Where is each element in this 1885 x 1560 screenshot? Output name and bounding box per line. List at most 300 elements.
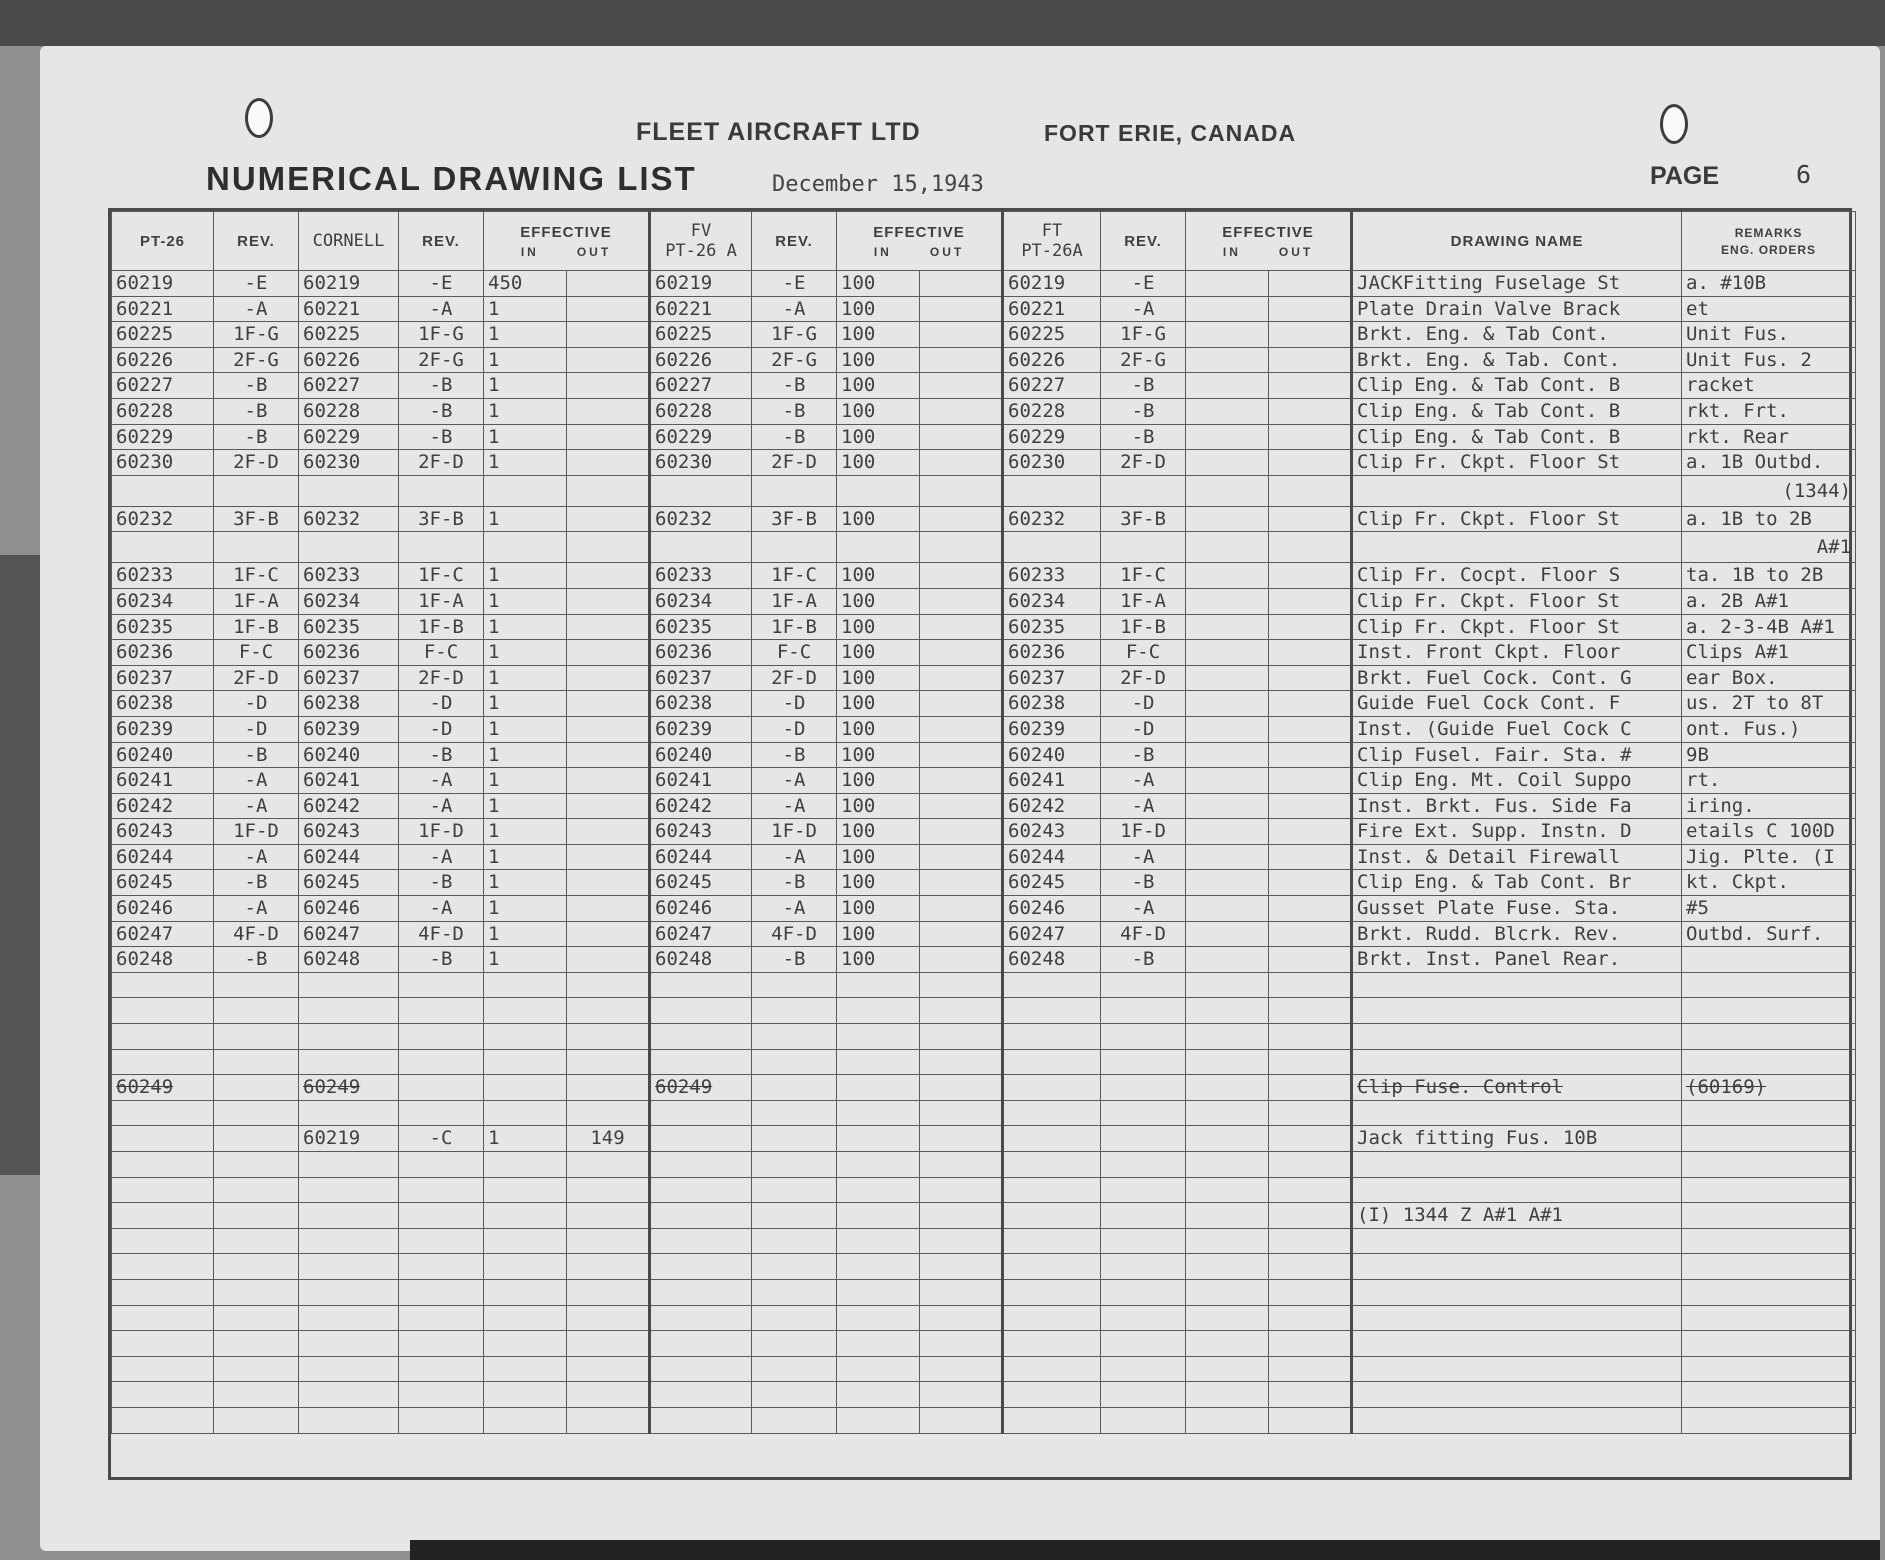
cell-rev bbox=[752, 1024, 837, 1050]
col-header-rev-1: REV. bbox=[214, 212, 299, 271]
cell-fv: 60232 bbox=[650, 506, 752, 532]
cell-ft: 60239 bbox=[1003, 716, 1101, 742]
cell-ft bbox=[1003, 1126, 1101, 1152]
cell-out bbox=[920, 1075, 1003, 1101]
cell-cornell: 60225 bbox=[299, 322, 399, 348]
cell-in: 1 bbox=[484, 768, 567, 794]
cell-fv bbox=[650, 998, 752, 1024]
cell-in bbox=[1186, 475, 1269, 506]
cell-remarks: Unit Fus. 2 bbox=[1682, 347, 1856, 373]
cell-out bbox=[920, 1049, 1003, 1075]
cell-out bbox=[920, 768, 1003, 794]
cell-remarks: a. #10B bbox=[1682, 271, 1856, 297]
cell-rev: F-C bbox=[399, 640, 484, 666]
cell-out bbox=[920, 1407, 1003, 1433]
cell-out bbox=[920, 844, 1003, 870]
cell-in bbox=[484, 1356, 567, 1382]
cell-in bbox=[1186, 1049, 1269, 1075]
cell-rev: -A bbox=[399, 768, 484, 794]
cell-in bbox=[1186, 1126, 1269, 1152]
out-label-3: OUT bbox=[1278, 244, 1314, 259]
cell-rev bbox=[752, 1279, 837, 1305]
cell-fv bbox=[650, 1356, 752, 1382]
cell-cornell bbox=[299, 1152, 399, 1178]
cell-in: 1 bbox=[484, 921, 567, 947]
cell-out bbox=[567, 1279, 650, 1305]
cell-in bbox=[1186, 1203, 1269, 1229]
cell-out bbox=[1269, 373, 1352, 399]
cell-in: 100 bbox=[837, 768, 920, 794]
cell-out bbox=[1269, 768, 1352, 794]
cell-in bbox=[484, 1279, 567, 1305]
table-row bbox=[112, 506, 1856, 532]
fv-label-line2: PT-26 A bbox=[665, 241, 737, 261]
cell-ft bbox=[1003, 1407, 1101, 1433]
cell-out bbox=[1269, 450, 1352, 476]
cell-cornell bbox=[299, 1203, 399, 1229]
cell-pt26: 60243 bbox=[112, 819, 214, 845]
cell-in bbox=[1186, 768, 1269, 794]
cell-drawing-name bbox=[1352, 1177, 1682, 1203]
cell-remarks: iring. bbox=[1682, 793, 1856, 819]
cell-ft: 60233 bbox=[1003, 563, 1101, 589]
cell-in bbox=[1186, 1407, 1269, 1433]
cell-out bbox=[1269, 1331, 1352, 1357]
cell-out bbox=[567, 296, 650, 322]
cell-rev bbox=[399, 1279, 484, 1305]
cell-out bbox=[567, 271, 650, 297]
cell-out bbox=[1269, 691, 1352, 717]
table-row bbox=[112, 475, 1856, 506]
cell-cornell: 60248 bbox=[299, 947, 399, 973]
table-row bbox=[112, 1279, 1856, 1305]
cell-rev bbox=[1101, 1024, 1186, 1050]
cell-remarks: Jig. Plte. (I bbox=[1682, 844, 1856, 870]
cell-drawing-name: Clip Eng. Mt. Coil Suppo bbox=[1352, 768, 1682, 794]
cell-fv: 60230 bbox=[650, 450, 752, 476]
cell-rev bbox=[752, 1331, 837, 1357]
cell-rev: -A bbox=[214, 896, 299, 922]
cell-in bbox=[837, 475, 920, 506]
out-label-1: OUT bbox=[576, 244, 612, 259]
cell-fv: 60245 bbox=[650, 870, 752, 896]
cell-fv: 60237 bbox=[650, 665, 752, 691]
cell-remarks: A#1 bbox=[1682, 532, 1856, 563]
cell-out bbox=[567, 1203, 650, 1229]
cell-ft: 60236 bbox=[1003, 640, 1101, 666]
cell-in: 1 bbox=[484, 819, 567, 845]
cell-rev: -D bbox=[214, 716, 299, 742]
cell-out bbox=[920, 614, 1003, 640]
cell-in: 100 bbox=[837, 296, 920, 322]
cell-cornell: 60234 bbox=[299, 588, 399, 614]
cell-pt26 bbox=[112, 1382, 214, 1408]
page-label: PAGE bbox=[1650, 162, 1719, 190]
cell-in: 1 bbox=[484, 716, 567, 742]
cell-rev: -A bbox=[399, 793, 484, 819]
cell-rev bbox=[399, 1331, 484, 1357]
table-row bbox=[112, 793, 1856, 819]
cell-rev: -B bbox=[399, 424, 484, 450]
col-header-effective-3 bbox=[1186, 212, 1352, 271]
cell-out bbox=[920, 1203, 1003, 1229]
cell-pt26: 60229 bbox=[112, 424, 214, 450]
cell-rev: -B bbox=[752, 742, 837, 768]
cell-cornell bbox=[299, 1049, 399, 1075]
cell-drawing-name: Clip Fuse. Control bbox=[1352, 1075, 1682, 1101]
cell-out bbox=[567, 1254, 650, 1280]
cell-in bbox=[837, 1024, 920, 1050]
scan-left-shadow bbox=[0, 555, 44, 1175]
cell-in bbox=[837, 972, 920, 998]
cell-drawing-name bbox=[1352, 1407, 1682, 1433]
remarks-label-line1: REMARKS bbox=[1734, 226, 1803, 240]
cell-drawing-name: Brkt. Eng. & Tab Cont. bbox=[1352, 322, 1682, 348]
cell-ft bbox=[1003, 1331, 1101, 1357]
cell-drawing-name: Clip Eng. & Tab Cont. B bbox=[1352, 424, 1682, 450]
cell-drawing-name: (I) 1344 Z A#1 A#1 bbox=[1352, 1203, 1682, 1229]
cell-in: 1 bbox=[484, 373, 567, 399]
cell-in: 100 bbox=[837, 716, 920, 742]
cell-remarks bbox=[1682, 1382, 1856, 1408]
table-row bbox=[112, 588, 1856, 614]
cell-remarks: 9B bbox=[1682, 742, 1856, 768]
cell-out bbox=[567, 1075, 650, 1101]
cell-out bbox=[920, 475, 1003, 506]
cell-out bbox=[920, 1228, 1003, 1254]
cell-ft: 60228 bbox=[1003, 398, 1101, 424]
table-row bbox=[112, 1024, 1856, 1050]
cell-in: 100 bbox=[837, 819, 920, 845]
cell-out bbox=[567, 998, 650, 1024]
cell-out bbox=[920, 563, 1003, 589]
cell-rev bbox=[1101, 1049, 1186, 1075]
cell-drawing-name bbox=[1352, 1382, 1682, 1408]
cell-remarks: (1344) bbox=[1682, 475, 1856, 506]
cell-in bbox=[1186, 844, 1269, 870]
cell-in: 1 bbox=[484, 947, 567, 973]
cell-rev bbox=[399, 1228, 484, 1254]
cell-rev bbox=[1101, 1254, 1186, 1280]
cell-out bbox=[567, 972, 650, 998]
cell-in bbox=[1186, 398, 1269, 424]
cell-rev: -E bbox=[1101, 271, 1186, 297]
cell-out bbox=[920, 1254, 1003, 1280]
cell-ft: 60243 bbox=[1003, 819, 1101, 845]
cell-rev bbox=[399, 1305, 484, 1331]
cell-rev bbox=[214, 1152, 299, 1178]
cell-in bbox=[837, 1228, 920, 1254]
cell-rev: F-C bbox=[214, 640, 299, 666]
cell-in bbox=[837, 1049, 920, 1075]
cell-rev: -B bbox=[1101, 742, 1186, 768]
cell-in bbox=[484, 1228, 567, 1254]
cell-rev bbox=[752, 1049, 837, 1075]
cell-rev: F-C bbox=[752, 640, 837, 666]
cell-fv bbox=[650, 1279, 752, 1305]
cell-out bbox=[920, 640, 1003, 666]
cell-in bbox=[837, 532, 920, 563]
cell-out bbox=[920, 1279, 1003, 1305]
cell-out bbox=[1269, 1100, 1352, 1126]
cell-out bbox=[567, 640, 650, 666]
cell-drawing-name: Clip Fr. Cocpt. Floor S bbox=[1352, 563, 1682, 589]
cell-rev bbox=[752, 1100, 837, 1126]
cell-ft: 60238 bbox=[1003, 691, 1101, 717]
cell-cornell: 60240 bbox=[299, 742, 399, 768]
table-row bbox=[112, 870, 1856, 896]
cell-out bbox=[1269, 742, 1352, 768]
cell-ft: 60234 bbox=[1003, 588, 1101, 614]
cell-rev: 1F-G bbox=[214, 322, 299, 348]
cell-rev: -E bbox=[214, 271, 299, 297]
cell-out bbox=[920, 998, 1003, 1024]
cell-rev: -B bbox=[214, 373, 299, 399]
cell-in: 100 bbox=[837, 322, 920, 348]
cell-rev bbox=[1101, 1382, 1186, 1408]
cell-in: 1 bbox=[484, 450, 567, 476]
cell-out bbox=[920, 691, 1003, 717]
cell-in bbox=[1186, 742, 1269, 768]
cell-out bbox=[920, 1152, 1003, 1178]
cell-ft: 60230 bbox=[1003, 450, 1101, 476]
cell-rev bbox=[752, 1407, 837, 1433]
remarks-label-line2: ENG. ORDERS bbox=[1721, 243, 1817, 257]
cell-rev bbox=[752, 532, 837, 563]
cell-rev: 3F-B bbox=[1101, 506, 1186, 532]
document-date: December 15,1943 bbox=[772, 172, 984, 197]
cell-drawing-name bbox=[1352, 1279, 1682, 1305]
cell-rev bbox=[214, 1228, 299, 1254]
cell-cornell: 60245 bbox=[299, 870, 399, 896]
cell-rev: 1F-D bbox=[1101, 819, 1186, 845]
cell-cornell: 60244 bbox=[299, 844, 399, 870]
table-row bbox=[112, 921, 1856, 947]
cell-fv bbox=[650, 1254, 752, 1280]
cell-pt26: 60249 bbox=[112, 1075, 214, 1101]
col-header-drawing-name: DRAWING NAME bbox=[1352, 212, 1682, 271]
cell-in bbox=[1186, 793, 1269, 819]
cell-in bbox=[837, 1152, 920, 1178]
cell-rev: -B bbox=[1101, 424, 1186, 450]
cell-out bbox=[1269, 1356, 1352, 1382]
cell-drawing-name: Brkt. Fuel Cock. Cont. G bbox=[1352, 665, 1682, 691]
cell-cornell: 60236 bbox=[299, 640, 399, 666]
cell-rev bbox=[752, 1075, 837, 1101]
cell-fv: 60225 bbox=[650, 322, 752, 348]
cell-drawing-name bbox=[1352, 1331, 1682, 1357]
cell-fv: 60233 bbox=[650, 563, 752, 589]
cell-out bbox=[1269, 1407, 1352, 1433]
cell-in bbox=[1186, 506, 1269, 532]
cell-out bbox=[1269, 1152, 1352, 1178]
cell-out bbox=[1269, 322, 1352, 348]
cell-cornell: 60227 bbox=[299, 373, 399, 399]
cell-ft: 60235 bbox=[1003, 614, 1101, 640]
cell-in bbox=[1186, 424, 1269, 450]
cell-fv: 60229 bbox=[650, 424, 752, 450]
cell-remarks: (60169) bbox=[1682, 1075, 1856, 1101]
cell-rev: 1F-D bbox=[214, 819, 299, 845]
cell-cornell bbox=[299, 1305, 399, 1331]
cell-pt26: 60227 bbox=[112, 373, 214, 399]
cell-pt26 bbox=[112, 972, 214, 998]
cell-fv: 60243 bbox=[650, 819, 752, 845]
cell-remarks bbox=[1682, 947, 1856, 973]
cell-cornell: 60219 bbox=[299, 271, 399, 297]
cell-remarks: rkt. Frt. bbox=[1682, 398, 1856, 424]
cell-fv: 60239 bbox=[650, 716, 752, 742]
cell-in bbox=[1186, 1279, 1269, 1305]
cell-in: 100 bbox=[837, 373, 920, 399]
cell-out bbox=[1269, 614, 1352, 640]
cell-drawing-name: Clip Fr. Ckpt. Floor St bbox=[1352, 506, 1682, 532]
cell-pt26: 60226 bbox=[112, 347, 214, 373]
cell-out bbox=[1269, 475, 1352, 506]
cell-drawing-name bbox=[1352, 532, 1682, 563]
cell-out bbox=[920, 819, 1003, 845]
table-row bbox=[112, 614, 1856, 640]
cell-in bbox=[1186, 614, 1269, 640]
cell-rev bbox=[752, 1203, 837, 1229]
cell-cornell: 60226 bbox=[299, 347, 399, 373]
ft-label-line1: FT bbox=[1041, 221, 1063, 241]
drawing-list-table bbox=[108, 208, 1852, 1480]
cell-rev bbox=[399, 1100, 484, 1126]
cell-in bbox=[484, 972, 567, 998]
cell-drawing-name: Inst. Brkt. Fus. Side Fa bbox=[1352, 793, 1682, 819]
cell-fv: 60235 bbox=[650, 614, 752, 640]
cell-rev: -B bbox=[752, 870, 837, 896]
cell-rev: 4F-D bbox=[752, 921, 837, 947]
cell-rev bbox=[399, 1075, 484, 1101]
cell-in: 1 bbox=[484, 844, 567, 870]
cell-drawing-name bbox=[1352, 1305, 1682, 1331]
cell-rev bbox=[399, 1024, 484, 1050]
cell-rev bbox=[752, 1382, 837, 1408]
cell-pt26: 60232 bbox=[112, 506, 214, 532]
cell-in bbox=[1186, 322, 1269, 348]
cell-rev bbox=[399, 1254, 484, 1280]
cell-drawing-name bbox=[1352, 998, 1682, 1024]
cell-in bbox=[1186, 972, 1269, 998]
table-row bbox=[112, 563, 1856, 589]
table-row bbox=[112, 716, 1856, 742]
cell-rev: 1F-B bbox=[1101, 614, 1186, 640]
cell-in: 1 bbox=[484, 506, 567, 532]
cell-cornell bbox=[299, 532, 399, 563]
col-header-effective-2 bbox=[837, 212, 1003, 271]
cell-remarks bbox=[1682, 1126, 1856, 1152]
cell-in: 1 bbox=[484, 563, 567, 589]
cell-rev bbox=[399, 532, 484, 563]
cell-remarks bbox=[1682, 1331, 1856, 1357]
table-row bbox=[112, 742, 1856, 768]
cell-rev: 2F-D bbox=[214, 450, 299, 476]
cell-out bbox=[1269, 271, 1352, 297]
cell-rev bbox=[214, 1100, 299, 1126]
cell-ft: 60246 bbox=[1003, 896, 1101, 922]
cell-rev: -B bbox=[214, 947, 299, 973]
table-row bbox=[112, 1203, 1856, 1229]
cell-in: 1 bbox=[484, 588, 567, 614]
cell-remarks: a. 1B Outbd. bbox=[1682, 450, 1856, 476]
cell-drawing-name bbox=[1352, 475, 1682, 506]
cell-rev: -E bbox=[399, 271, 484, 297]
cell-drawing-name: Fire Ext. Supp. Instn. D bbox=[1352, 819, 1682, 845]
col-header-pt26: PT-26 bbox=[112, 212, 214, 271]
cell-rev: 1F-C bbox=[752, 563, 837, 589]
cell-pt26: 60235 bbox=[112, 614, 214, 640]
cell-ft bbox=[1003, 532, 1101, 563]
cell-fv: 60219 bbox=[650, 271, 752, 297]
cell-pt26: 60238 bbox=[112, 691, 214, 717]
cell-remarks: kt. Ckpt. bbox=[1682, 870, 1856, 896]
cell-fv bbox=[650, 1152, 752, 1178]
col-header-cornell: CORNELL bbox=[299, 212, 399, 271]
cell-rev bbox=[1101, 1152, 1186, 1178]
cell-ft: 60221 bbox=[1003, 296, 1101, 322]
cell-rev: -B bbox=[399, 373, 484, 399]
cell-in: 1 bbox=[484, 870, 567, 896]
cell-rev bbox=[752, 1228, 837, 1254]
cell-rev: -D bbox=[399, 716, 484, 742]
cell-fv: 60249 bbox=[650, 1075, 752, 1101]
table-row bbox=[112, 322, 1856, 348]
table-row bbox=[112, 1126, 1856, 1152]
cell-in bbox=[1186, 1100, 1269, 1126]
col-header-remarks bbox=[1682, 212, 1856, 271]
cell-out bbox=[920, 972, 1003, 998]
cell-out bbox=[1269, 588, 1352, 614]
cell-fv bbox=[650, 1177, 752, 1203]
cell-in: 100 bbox=[837, 506, 920, 532]
cell-rev bbox=[399, 1203, 484, 1229]
cell-rev bbox=[1101, 1407, 1186, 1433]
cell-out bbox=[920, 296, 1003, 322]
cell-out bbox=[567, 1331, 650, 1357]
cell-out bbox=[1269, 640, 1352, 666]
cell-in: 1 bbox=[484, 1126, 567, 1152]
cell-drawing-name: Jack fitting Fus. 10B bbox=[1352, 1126, 1682, 1152]
cell-rev bbox=[1101, 532, 1186, 563]
cell-in: 450 bbox=[484, 271, 567, 297]
table-row bbox=[112, 972, 1856, 998]
cell-in: 100 bbox=[837, 588, 920, 614]
cell-out bbox=[920, 450, 1003, 476]
cell-drawing-name: Clip Eng. & Tab Cont. B bbox=[1352, 398, 1682, 424]
cell-rev bbox=[399, 1152, 484, 1178]
cell-out bbox=[920, 1177, 1003, 1203]
table-row bbox=[112, 398, 1856, 424]
cell-in bbox=[1186, 665, 1269, 691]
cell-rev bbox=[214, 1305, 299, 1331]
cell-out bbox=[567, 475, 650, 506]
cell-out bbox=[567, 1177, 650, 1203]
cell-remarks bbox=[1682, 1100, 1856, 1126]
cell-rev: -A bbox=[1101, 768, 1186, 794]
cell-remarks: #5 bbox=[1682, 896, 1856, 922]
cell-rev: -D bbox=[1101, 691, 1186, 717]
cell-in bbox=[1186, 1305, 1269, 1331]
cell-out bbox=[920, 947, 1003, 973]
cell-cornell: 60246 bbox=[299, 896, 399, 922]
cell-rev bbox=[214, 1203, 299, 1229]
cell-out bbox=[920, 665, 1003, 691]
cell-in bbox=[837, 1305, 920, 1331]
cell-ft bbox=[1003, 1075, 1101, 1101]
cell-drawing-name: Clip Eng. & Tab Cont. Br bbox=[1352, 870, 1682, 896]
